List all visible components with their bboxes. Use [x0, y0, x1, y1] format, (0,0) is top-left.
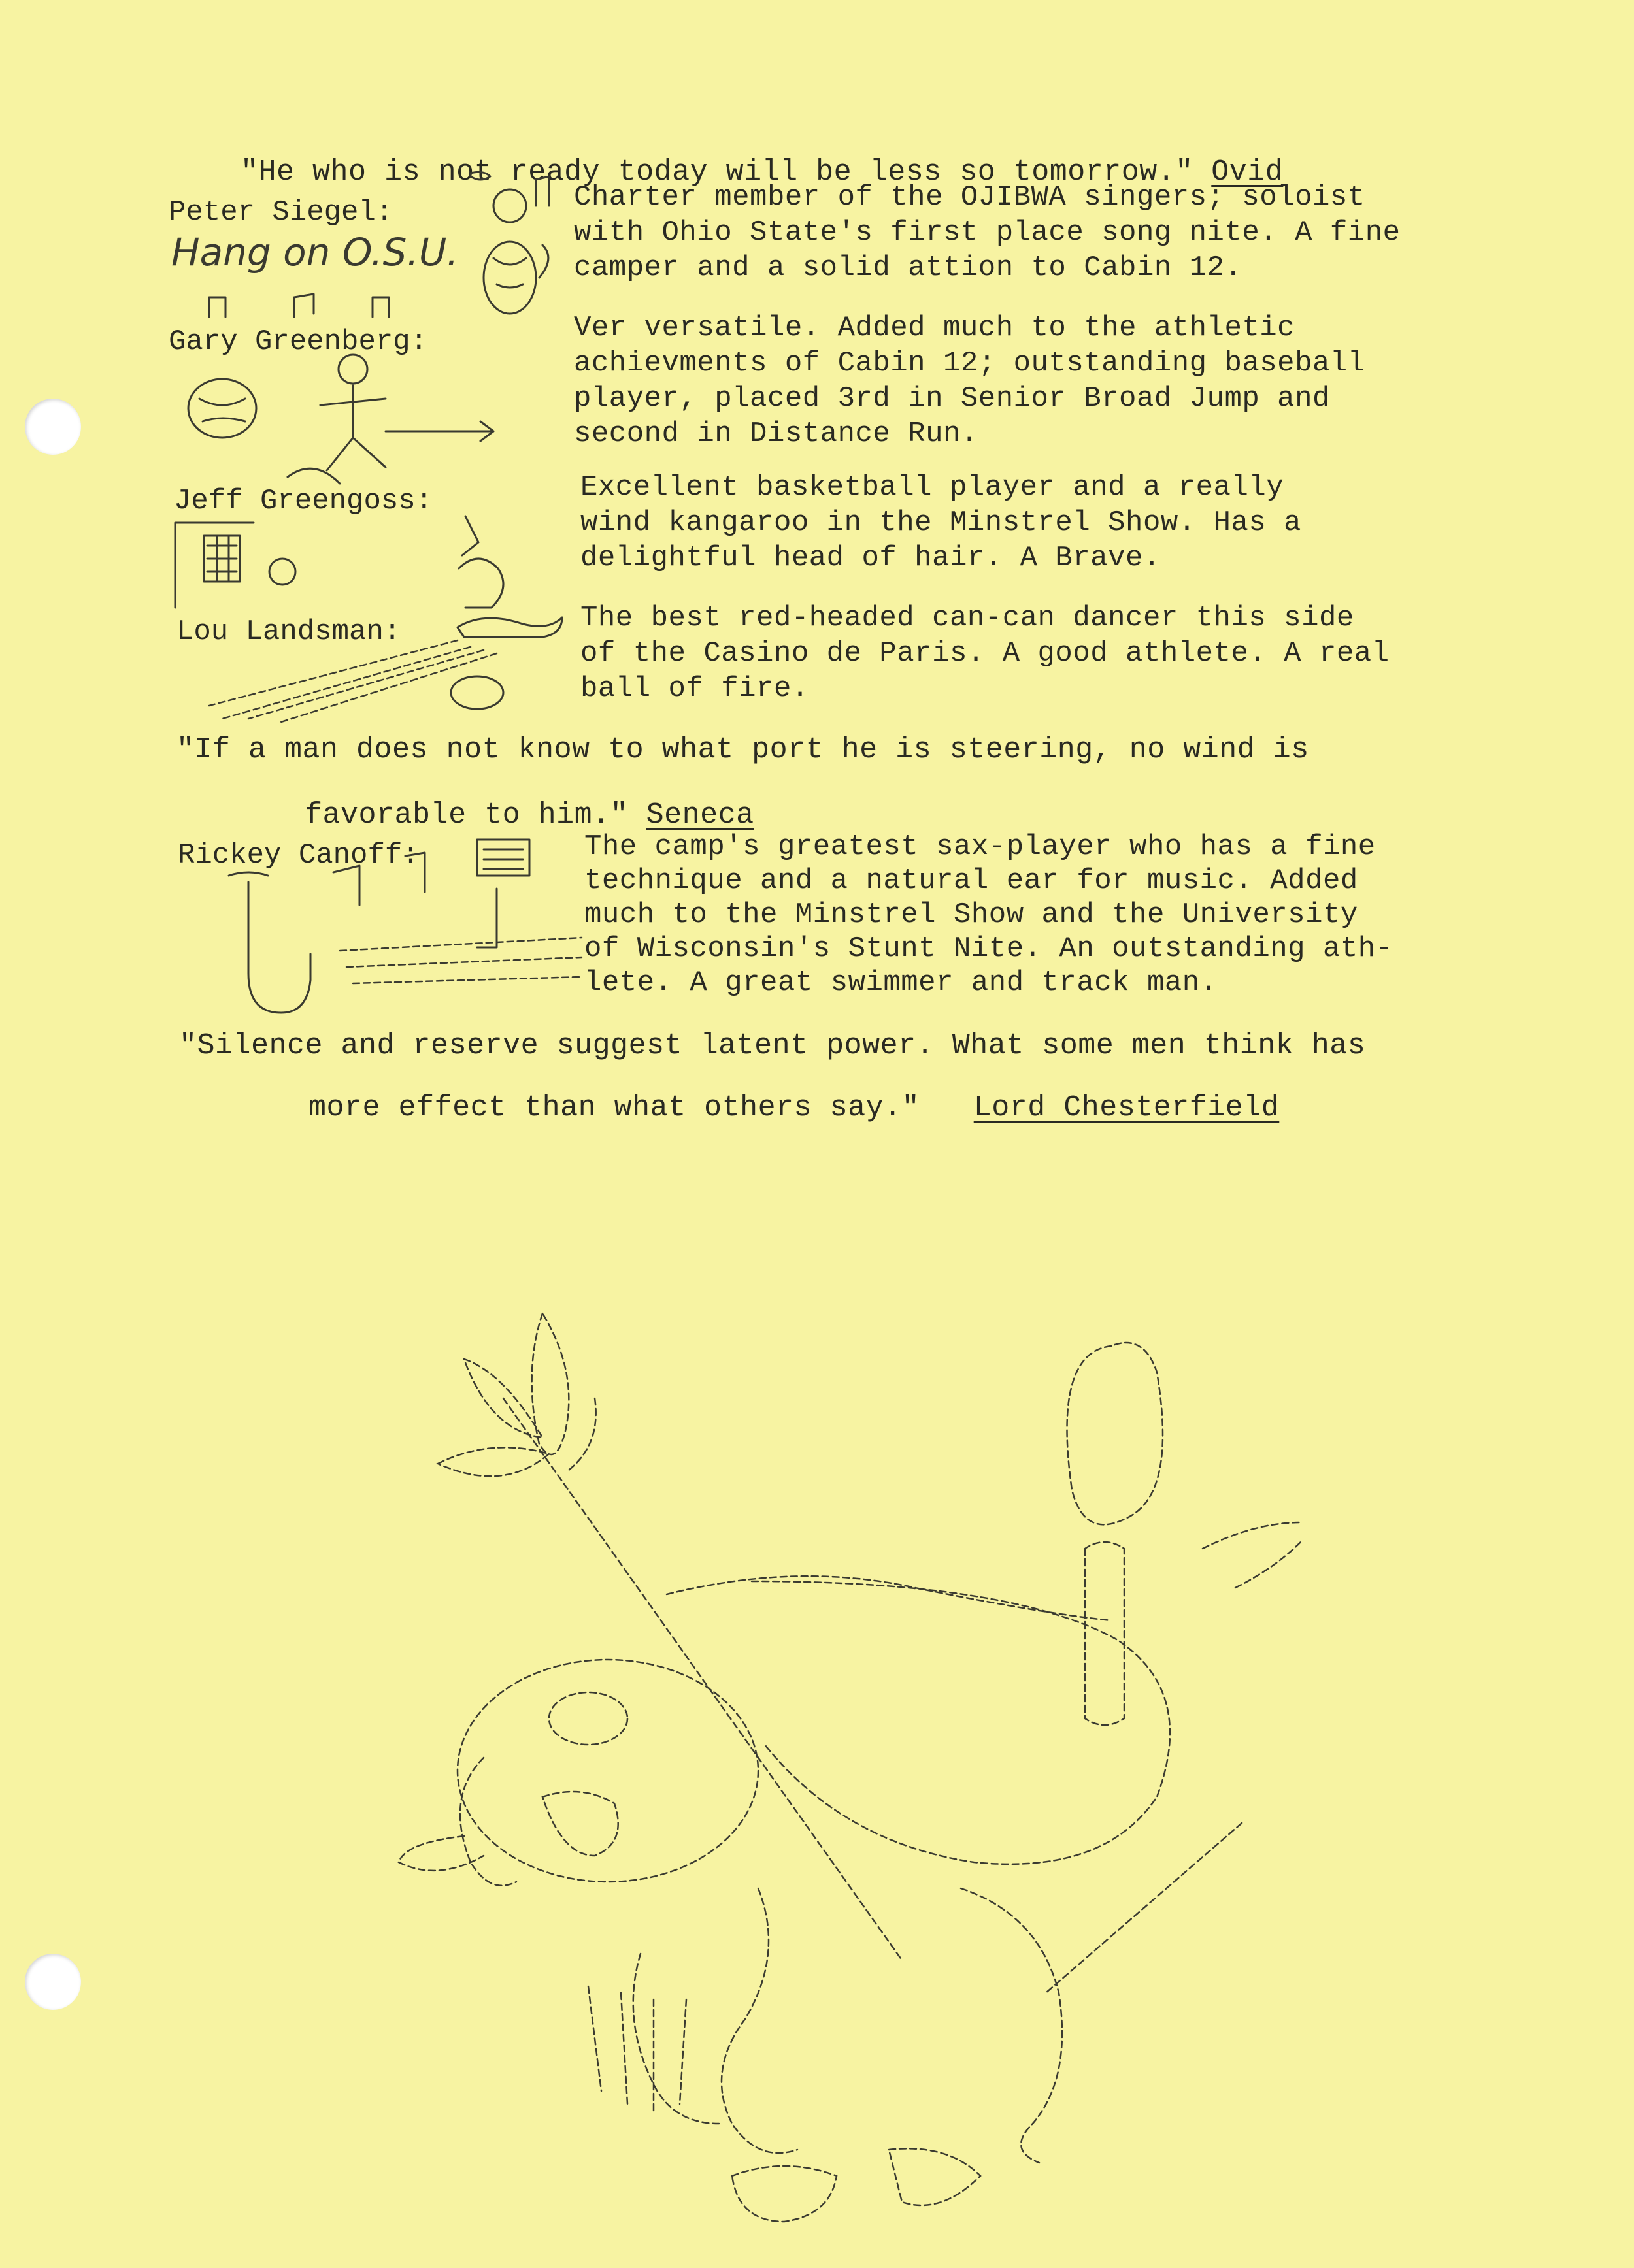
punch-hole-bottom [25, 1954, 81, 2010]
camper-desc-line: Excellent basketball player and a really [580, 471, 1284, 504]
camper-desc-line: ball of fire. [580, 672, 809, 705]
camper-desc-line: Charter member of the OJIBWA singers; soloist [574, 181, 1365, 214]
camper-name: Peter Siegel: [169, 196, 393, 229]
camper-desc-line: technique and a natural ear for music. Added [584, 864, 1358, 897]
camper-desc-line: with Ohio State's first place song nite. A fine [574, 216, 1401, 249]
camper-desc-line: player, placed 3rd in Senior Broad Jump and [574, 382, 1330, 415]
camper-desc-line: Ver versatile. Added much to the athletic [574, 312, 1295, 344]
camper-desc-line: of the Casino de Paris. A good athlete. A real [580, 637, 1390, 670]
camper-name: Rickey Canoff: [178, 839, 420, 872]
quote-author: Ovid [1211, 156, 1284, 189]
camper-desc-line: The camp's greatest sax-player who has a fine [584, 830, 1376, 863]
music-notes-doodle-icon [196, 167, 562, 323]
quote-author: Seneca [646, 798, 754, 832]
camper-desc-line: camper and a solid attion to Cabin 12. [574, 252, 1242, 284]
quote-text: favorable to him." [305, 798, 629, 832]
punch-hole-top [25, 399, 81, 455]
camper-desc-line: wind kangaroo in the Minstrel Show. Has a [580, 506, 1302, 539]
camper-desc-line: much to the Minstrel Show and the University [584, 898, 1358, 931]
camper-name: Gary Greenberg: [169, 325, 428, 358]
hang-on-osu-doodle-text: Hang on O.S.U. [171, 230, 459, 274]
camper-desc-line: of Wisconsin's Stunt Nite. An outstanding ath- [584, 932, 1393, 965]
quote-text: "He who is not ready today will be less so tomorrow." [241, 156, 1193, 189]
indian-brave-dancer-illustration-icon [392, 1300, 1412, 2254]
camper-desc-line: second in Distance Run. [574, 418, 978, 450]
quote-text: more effect than what others say." [308, 1091, 920, 1125]
camper-desc-line: achievments of Cabin 12; outstanding baseball [574, 347, 1365, 380]
baseball-player-doodle-icon [176, 353, 503, 490]
camper-desc-line: lete. A great swimmer and track man. [584, 966, 1218, 999]
quote-seneca-line-1: "If a man does not know to what port he is steering, no wind is [176, 733, 1309, 766]
camper-name: Jeff Greengoss: [174, 485, 433, 518]
quote-chesterfield-line-2 [237, 1064, 1279, 1152]
can-can-dancer-doodle-icon [196, 608, 575, 725]
camper-desc-line: The best red-headed can-can dancer this side [580, 602, 1354, 634]
basketball-hoop-doodle-icon [171, 516, 563, 614]
saxophone-doodle-icon [209, 836, 588, 1032]
camper-desc-line: delightful head of hair. A Brave. [580, 542, 1161, 574]
camper-name: Lou Landsman: [176, 616, 401, 648]
quote-chesterfield-line-1: "Silence and reserve suggest latent power. What some men think has [179, 1029, 1366, 1062]
quote-author: Lord Chesterfield [973, 1091, 1280, 1125]
